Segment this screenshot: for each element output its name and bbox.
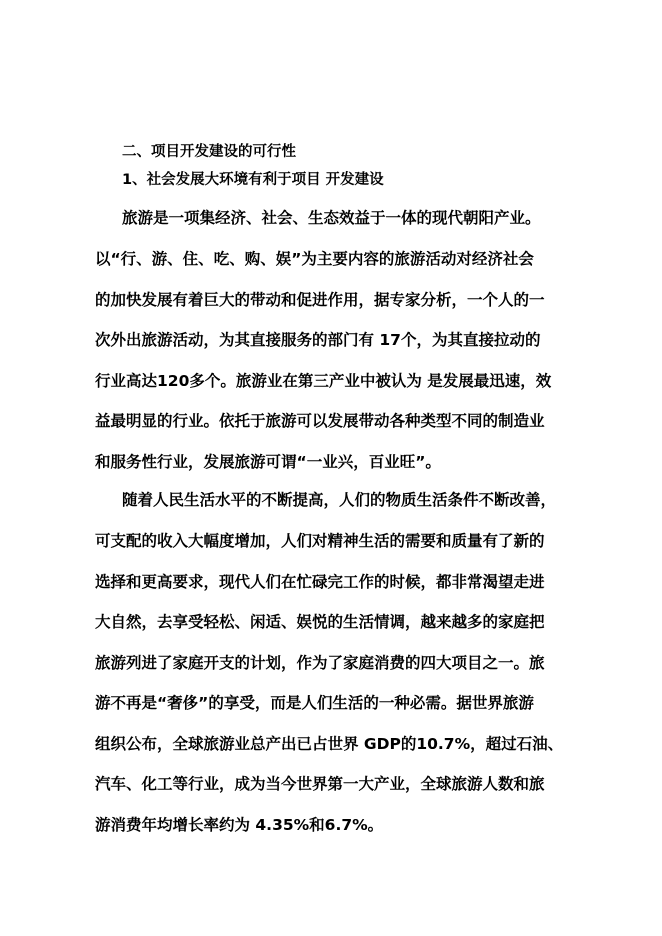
paragraph-1-line-7: 和服务性行业，发展旅游可谓“一业兴，百业旺”。 (95, 453, 441, 471)
subsection-heading: 1、社会发展大环境有利于项目 开发建设 (122, 172, 384, 188)
paragraph-2-line-8: 汽车、化工等行业，成为当今世界第一大产业，全球旅游人数和旅 (95, 775, 545, 793)
paragraph-1-line-5: 行业高达120多个。旅游业在第三产业中被认为 是发展最迅速，效 (95, 372, 552, 390)
paragraph-2-line-5: 旅游列进了家庭开支的计划，作为了家庭消费的四大项目之一。旅 (95, 654, 545, 672)
section-heading: 二、项目开发建设的可行性 (122, 144, 296, 160)
paragraph-1-line-3: 的加快发展有着巨大的带动和促进作用，据专家分析，一个人的一 (95, 291, 545, 309)
paragraph-2-line-2: 可支配的收入大幅度增加，人们对精神生活的需要和质量有了新的 (95, 532, 545, 550)
paragraph-2-line-7: 组织公布，全球旅游业总产出已占世界 GDP的10.7%，超过石油、 (95, 735, 564, 753)
paragraph-1-line-2: 以“行、游、住、吃、购、娱”为主要内容的旅游活动对经济社会 (95, 250, 534, 268)
paragraph-1-line-6: 益最明显的行业。依托于旅游可以发展带动各种类型不同的制造业 (95, 412, 545, 430)
paragraph-1-line-1: 旅游是一项集经济、社会、生态效益于一体的现代朝阳产业。 (122, 209, 541, 227)
paragraph-2-line-4: 大自然，去享受轻松、闲适、娱悦的生活情调，越来越多的家庭把 (95, 613, 545, 631)
paragraph-2-line-9: 游消费年均增长率约为 4.35%和6.7%。 (95, 816, 384, 834)
paragraph-2-line-3: 选择和更高要求，现代人们在忙碌完工作的时候，都非常渴望走进 (95, 573, 545, 591)
paragraph-1-line-4: 次外出旅游活动，为其直接服务的部门有 17个，为其直接拉动的 (95, 331, 541, 349)
paragraph-2-line-1: 随着人民生活水平的不断提高，人们的物质生活条件不断改善， (122, 491, 557, 509)
paragraph-2-line-6: 游不再是“奢侈”的享受，而是人们生活的一种必需。据世界旅游 (95, 694, 534, 712)
